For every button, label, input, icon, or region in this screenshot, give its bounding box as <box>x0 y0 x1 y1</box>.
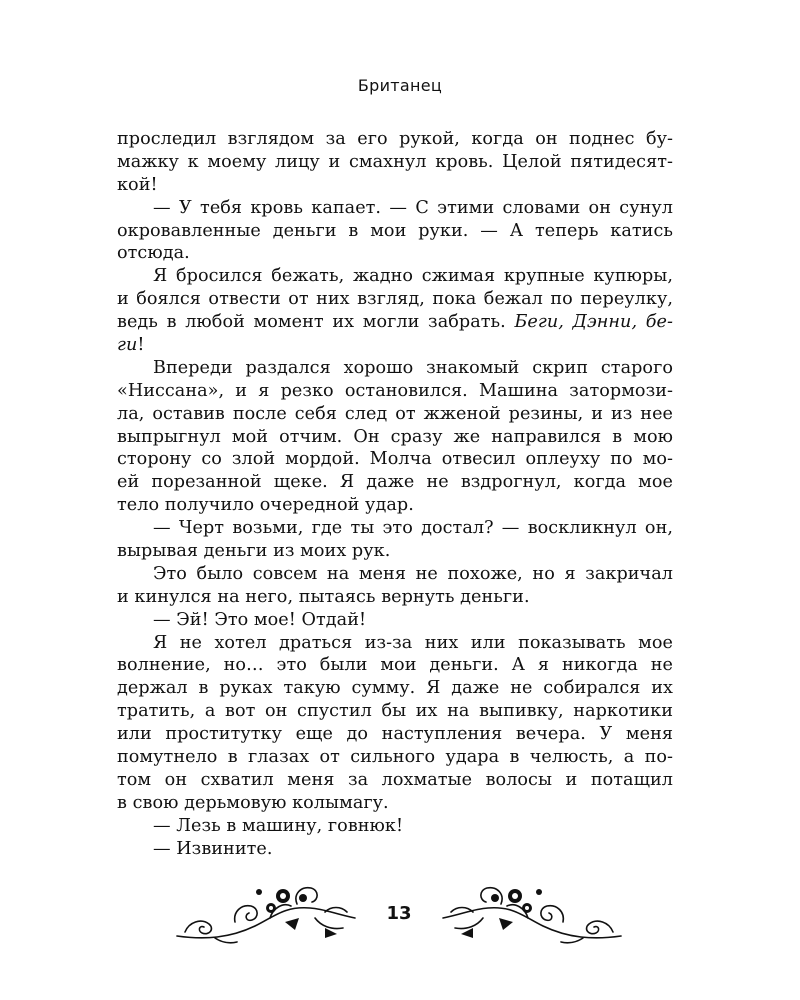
text-line: и боялся отвести от них взгляд, пока бежал по переулку, <box>117 289 673 310</box>
text-line: волнение, но… это были мои деньги. А я никогда не <box>117 655 673 676</box>
text-line: выпрыгнул мой отчим. Он сразу же направился в мою <box>117 426 673 447</box>
text-line: — У тебя кровь капает. — С этими словами он сунул <box>153 197 673 218</box>
text-line: том он схватил меня за лохматые волосы и потащил <box>117 769 673 790</box>
italic-fragment: Беги, Дэнни, бе- <box>514 312 673 333</box>
text-line: помутнело в глазах от сильного удара в челюсть, а по- <box>117 747 673 768</box>
italic-fragment: ги <box>117 335 138 356</box>
text-line: — Лезь в машину, говнюк! <box>153 815 404 836</box>
text-line: — Черт возьми, где ты это достал? — воскликнул он, <box>153 518 673 539</box>
text-fragment: ! <box>137 335 145 356</box>
text-line: ла, оставив после себя след от жженой резины, и из нее <box>117 403 673 424</box>
text-line: тратить, а вот он спустил бы их на выпивку, наркотики <box>117 701 673 722</box>
text-line: держал в руках такую сумму. Я даже не собирался их <box>117 678 673 699</box>
text-line: отсюда. <box>117 243 190 264</box>
text-line <box>117 334 673 357</box>
text-line: — Извините. <box>153 838 273 859</box>
text-line: и кинулся на него, пытаясь вернуть деньги. <box>117 586 530 607</box>
text-line: — Эй! Это мое! Отдай! <box>153 609 367 630</box>
text-line: окровавленные деньги в мои руки. — А теперь катись <box>117 220 673 241</box>
text-line: мажку к моему лицу и смахнул кровь. Целой пятидесят- <box>117 151 673 172</box>
floral-vignette-icon <box>433 878 623 948</box>
text-fragment: ведь в любой момент их могли забрать. <box>117 312 515 333</box>
text-line: вырывая деньги из моих рук. <box>117 541 391 562</box>
text-line: сторону со злой мордой. Молча отвесил оплеуху по мо- <box>117 449 673 470</box>
text-line: или проститутку еще до наступления вечера. У меня <box>117 724 673 745</box>
text-line: ей порезанной щеке. Я даже не вздрогнул, когда мое <box>117 472 673 493</box>
text-line: Впереди раздался хорошо знакомый скрип старого <box>153 357 673 378</box>
text-line: кой! <box>117 174 158 195</box>
text-line: «Ниссана», и я резко остановился. Машина затормози- <box>117 380 673 401</box>
text-line: проследил взглядом за его рукой, когда он поднес бу- <box>117 129 673 149</box>
text-line: Я бросился бежать, жадно сжимая крупные купюры, <box>153 266 673 287</box>
page-footer <box>175 878 625 948</box>
text-line <box>117 311 673 334</box>
page-number: 13 <box>386 903 412 924</box>
text-line: тело получило очередной удар. <box>117 495 414 516</box>
text-line: Это было совсем на меня не похоже, но я закричал <box>153 563 673 584</box>
text-line: Я не хотел драться из-за них или показывать мое <box>153 632 673 653</box>
text-line: в свою дерьмовую колымагу. <box>117 792 389 813</box>
running-head-title: Британец <box>357 76 443 95</box>
body-text <box>117 128 673 861</box>
floral-vignette-icon <box>175 878 365 948</box>
